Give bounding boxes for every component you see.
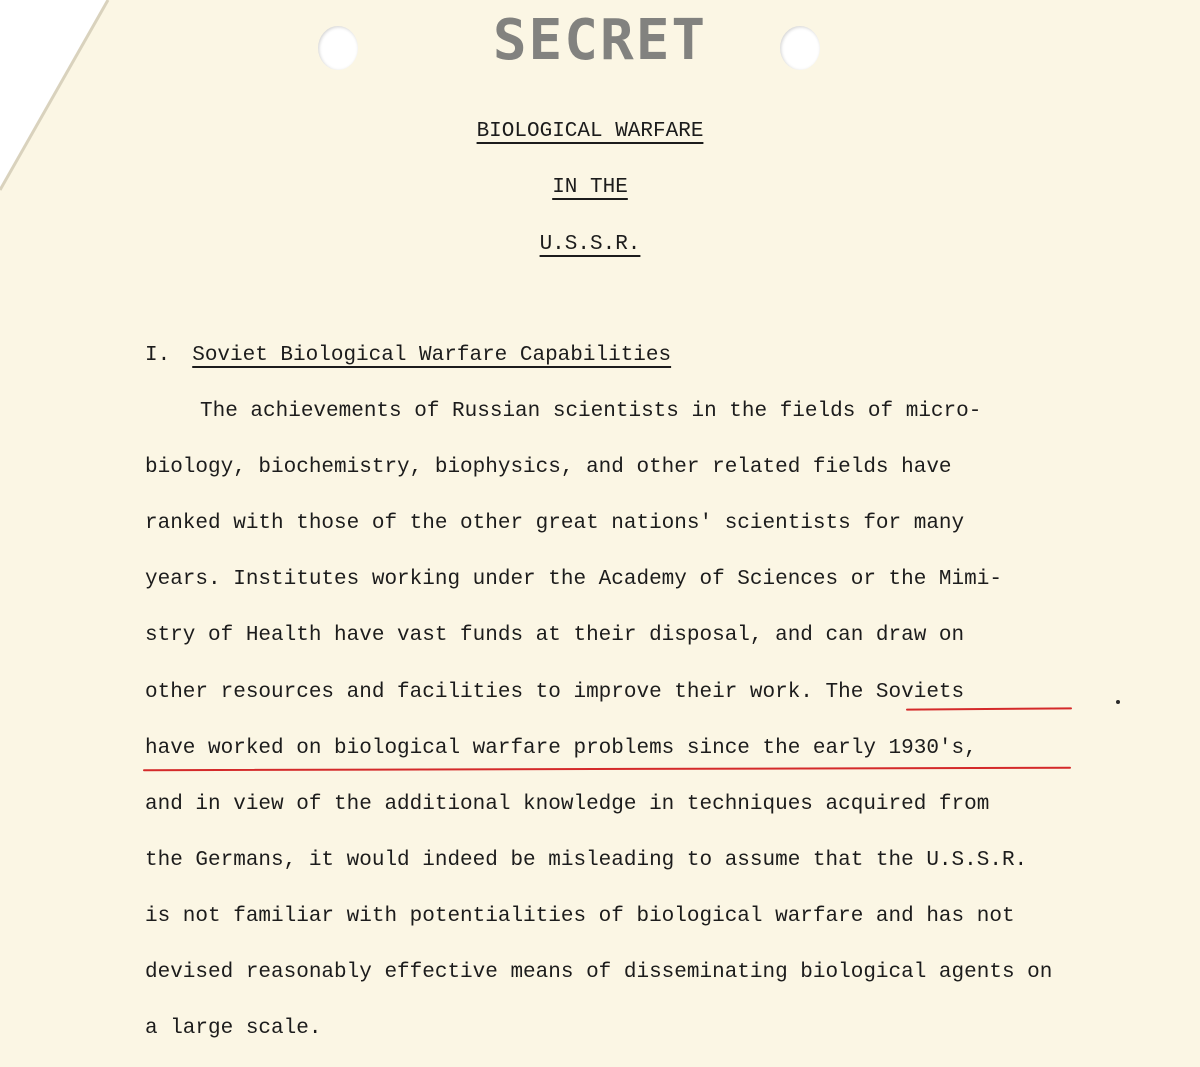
- body-line-11: devised reasonably effective means of disseminating biological agents on: [145, 961, 1053, 984]
- body-line-1: The achievements of Russian scientists in the fields of micro-: [200, 400, 982, 423]
- body-line-12: a large scale.: [145, 1017, 322, 1040]
- body-line-8: and in view of the additional knowledge in techniques acquired from: [145, 793, 990, 816]
- punch-hole-left: [318, 26, 358, 70]
- body-line-5: stry of Health have vast funds at their disposal, and can draw on: [145, 624, 965, 647]
- title-line-1: [0, 120, 1180, 143]
- title-line-3: [0, 233, 1180, 256]
- secret-stamp: SECRET: [492, 8, 708, 73]
- section-heading: [145, 344, 671, 367]
- title-line-2: [0, 176, 1180, 199]
- body-line-9: the Germans, it would indeed be misleading to assume that the U.S.S.R.: [145, 849, 1028, 872]
- body-line-3: ranked with those of the other great nations' scientists for many: [145, 512, 965, 535]
- section-heading-text: Soviet Biological Warfare Capabilities: [192, 344, 672, 367]
- punch-hole-right: [780, 26, 820, 70]
- section-numeral: I.: [145, 344, 171, 367]
- title-text-3: U.S.S.R.: [539, 233, 641, 256]
- body-line-6: other resources and facilities to improve their work. The Soviets: [145, 681, 965, 704]
- body-line-2: biology, biochemistry, biophysics, and other related fields have: [145, 456, 952, 479]
- title-text-2: IN THE: [552, 176, 628, 199]
- body-line-7: have worked on biological warfare problems since the early 1930's,: [145, 737, 977, 760]
- body-line-4: years. Institutes working under the Academy of Sciences or the Mimi-: [145, 568, 1002, 591]
- stray-ink-dot: [1116, 700, 1120, 704]
- body-line-10: is not familiar with potentialities of biological warfare and has not: [145, 905, 1015, 928]
- title-text-1: BIOLOGICAL WARFARE: [476, 120, 704, 143]
